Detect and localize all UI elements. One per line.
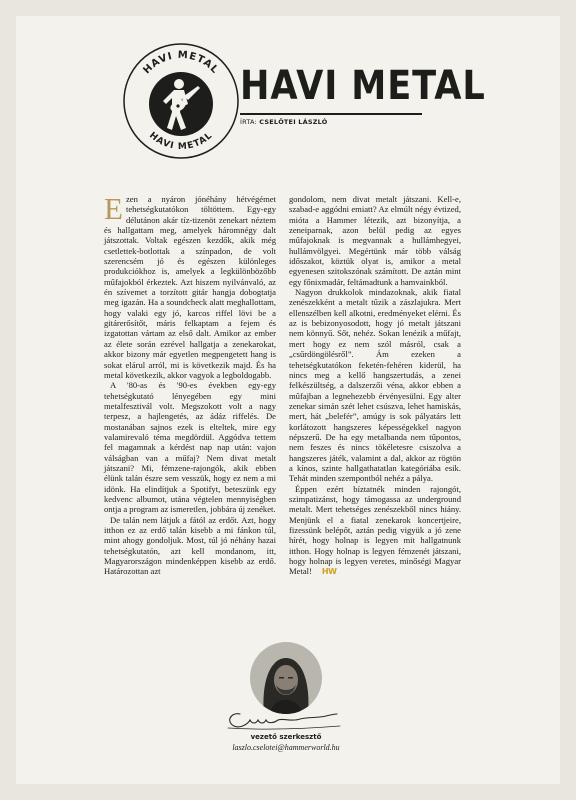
author-portrait-icon	[250, 642, 322, 714]
paragraph-text: Éppen ezért bíztatnék minden rajongót, szimpatizánst, hogy támogassa az underground metalt. Mert tehetséges zenészekből nincs hiány. Menjünk el a fiatal zenekarok koncertjeire, fizessünk belépőt, aztán pedig vigyük a jó zene hírét, hogy holnap is legyen mit hallgatnunk itthon. Hogy holnap is legyen fémzenét játszani, hogy holnap is legyen veretes, minőségi Magyar Metal!	[289, 483, 461, 577]
paragraph-last	[289, 484, 461, 578]
article-column-2	[289, 194, 461, 578]
paragraph	[104, 191, 276, 380]
column-title: HAVI METAL	[240, 63, 486, 109]
paragraph: A '80-as és '90-es években egy-egy tehetségkutató lényegében egy mini metalfesztivál volt. Megszokott volt a nagy terpesz, a hajlengetés, az ádáz riffelés. De mostanában sajnos ezek is elteltek, mire egy valamirevaló téma megdördül. Aggódva tettem fel magamnak a kérdést nap nap után: vajon válságban van a műfaj? Nem divat metalt játszani? Mi, fémzene-rajongók, akik ebben élünk talán észre sem vesszük, hogy ez nem a mi idönk. Ha elindítjuk a Spotifyt, beteszünk egy kedvenc albumot, utána végtelen mennyiségben ontja a program az ismeretlen, jobbára új zenéket.	[104, 380, 276, 515]
signature	[222, 706, 344, 732]
byline	[240, 118, 440, 126]
column-header	[240, 63, 486, 126]
paragraph: gondolom, nem divat metalt játszani. Kell-e, szabad-e aggódni emiatt? Az elmúlt négy évtized, mióta a Hammer létezik, azt bizonyítja, a zeneiparnak, azon belül pedig az egyes műfajoknak is megvannak a hullámhegyei, hullámvölgyei. Megértünk már több válság időszakot, köztük olyat is, amikor a metal egyenesen szitokszónak számított. De aztán mint egy főnixmadár, feltámadtunk a hamvainkból.	[289, 194, 461, 287]
logo-text-top: HAVI METAL	[141, 49, 221, 77]
guitarist-badge-icon	[122, 42, 240, 160]
havi-metal-logo	[122, 42, 240, 160]
title-divider	[240, 113, 422, 115]
byline-label: ÍRTA:	[240, 118, 257, 126]
byline-author: CSELŐTEI LÁSZLÓ	[259, 118, 328, 126]
handwritten-signature-icon	[222, 706, 344, 732]
drop-cap: E	[104, 191, 123, 226]
paragraph-text: zen a nyáron jónéhány hétvégémet tehetségkutatókon töltöttem. Egy-egy délutánon akár tíz-tizenöt zenekart néztem és hallgattam meg, amelyek háromnégy dalt játszottak. Voltak egészen kezdők, akik még csetlettek-botlottak a színpadon, de volt szerencsém jó és egészen különleges produkciókhoz is, amelyek a legkülönbözőbb műfajokból érkeztek. Azt hiszem nyilvánvaló, az én szívemet a torzított gitár hangja dobogtatja meg igazán. Ha a soundcheck alatt meghallottam, hogy valaki egy jó, karcos riffel lövi be a gitárerősítőt, máris felkaptam a fejem és izgatottan vártam az első dalt. Amikor az ember az élete során ezrével hallgatja a zenekarokat, akkor bizony már egyetlen megpengetett hang is sokat elárul arról, mi is következik majd. És ha metal következik, akkor vagyok a legboldogabb.	[104, 194, 276, 380]
author-photo	[250, 642, 322, 714]
author-role: vezető szerkesztő	[250, 733, 322, 741]
author-email[interactable]: laszlo.cselotei@hammerworld.hu	[232, 743, 340, 752]
article-column-1	[104, 191, 276, 577]
paragraph: Nagyon drukkolok mindazoknak, akik fiatal zenészekként a metalt tűzik a zászlajukra. Mert ellenszélben kell alkotni, eredményeket elérni. És az is bebizonyosodott, hogy jó metalt játszani nem könnyű. Sőt, nehéz. Sokan lenézik a műfajt, mert hogy ez nem szól másról, csak a „csűrdöngölésről”. Ám ezeken a tehetségkutatókon feketén-fehéren kiderül, ha nincs meg a kellő hangszertudás, a zenei felkészültség, a dalszerzői véna, akkor ebben a műfajban a legnehezebb érvényesülni. Egy alter zenekar simán szét lehet csúszva, lehet hamiskás, mert, hát „belefér”, amúgy is sok pályatárs lett korlátozott hangszeres képességekkel nagyon népszerű. De ha egy metalbanda nem tűpontos, nem feszes és nincs tökéletesre csiszolva a hangszeres játék, valamint a dal, akkor az rögtön a kínos, szinte hallgathatatlan kategóriába esik. Tehát minden szempontból nehéz a pálya.	[289, 287, 461, 484]
paragraph: De talán nem látjuk a fától az erdőt. Azt, hogy itthon ez az erdő talán kisebb a mi fánkon túl, mint ahogy gondoljuk. Most, túl jó néhány hazai tehetségkutatón, azt kell mondanom, itt, Magyarországon mindenképpen kisebb az erdő. Határozottan azt	[104, 514, 276, 577]
end-mark-hw: HW	[321, 567, 337, 577]
logo-text-bottom: HAVI METAL	[147, 130, 215, 153]
